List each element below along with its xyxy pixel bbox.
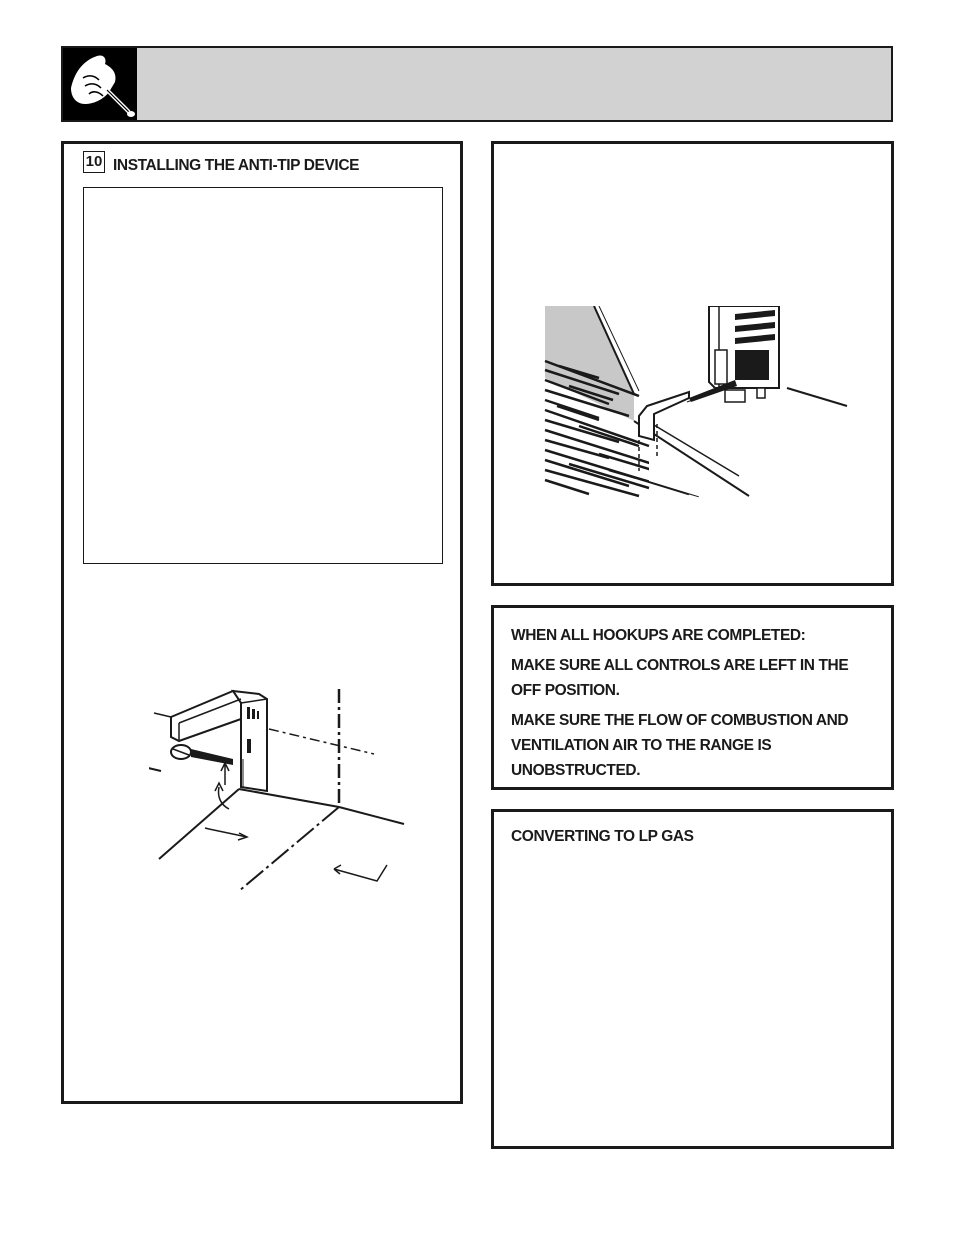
anti-tip-heading: INSTALLING THE ANTI-TIP DEVICE — [113, 157, 360, 174]
hand-with-screwdriver-icon — [63, 48, 137, 120]
notice-line-hookups: WHEN ALL HOOKUPS ARE COMPLETED: — [511, 627, 806, 644]
leg-bracket-panel — [491, 141, 894, 586]
notice-line-controls: MAKE SURE ALL CONTROLS ARE LEFT IN THE OFF POSITION. — [511, 657, 849, 699]
anti-tip-panel — [61, 141, 463, 1104]
completion-notice-text — [511, 623, 871, 788]
completion-notice-panel — [491, 605, 894, 790]
step-number-badge: 10 — [83, 151, 105, 173]
anti-tip-bracket-illustration — [149, 679, 409, 899]
page-header — [61, 46, 893, 122]
notice-line-ventilation: MAKE SURE THE FLOW OF COMBUSTION AND VENTILATION AIR TO THE RANGE IS UNOBSTRUCTED. — [511, 712, 849, 779]
lp-gas-heading: CONVERTING TO LP GAS — [511, 828, 694, 845]
warning-box — [83, 187, 443, 564]
lp-gas-panel — [491, 809, 894, 1149]
header-bar — [137, 48, 891, 120]
range-rear-leg-in-bracket-illustration — [539, 306, 859, 506]
